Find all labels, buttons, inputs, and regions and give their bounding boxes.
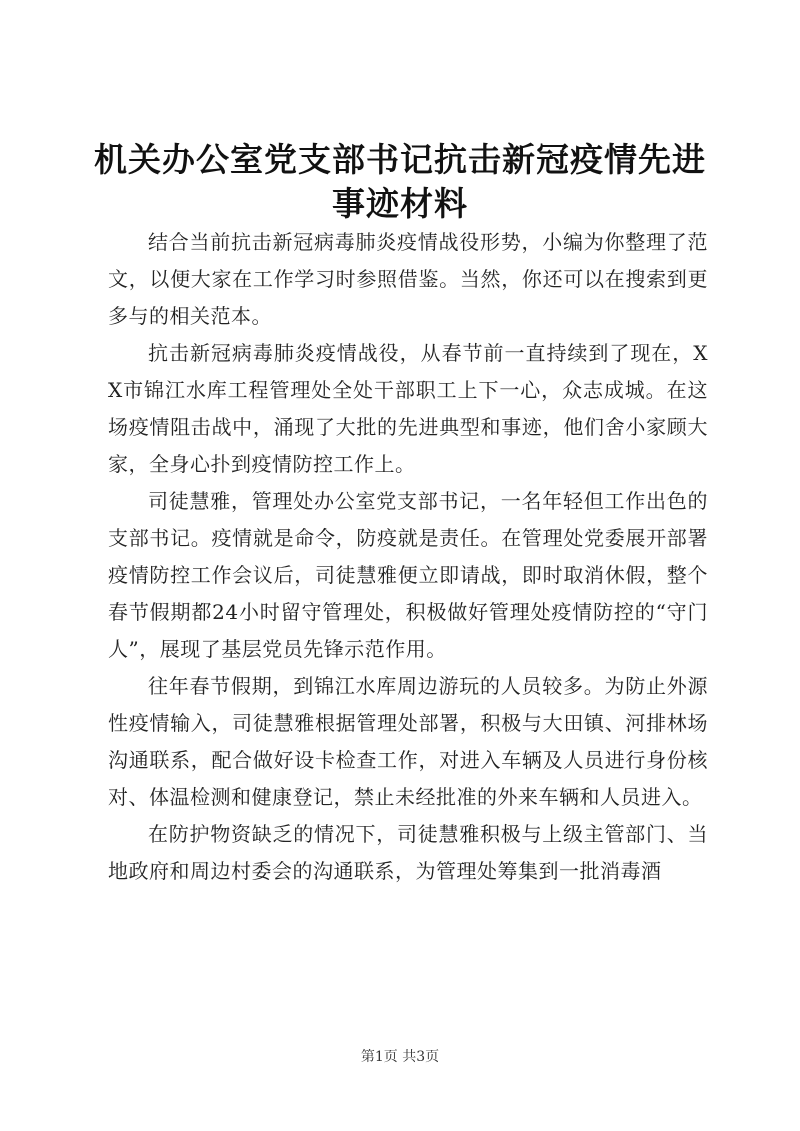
document-title: 机关办公室党支部书记抗击新冠疫情先进事迹材料 bbox=[94, 140, 706, 223]
paragraph: 司徒慧雅，管理处办公室党支部书记，一名年轻但工作出色的支部书记。疫情就是命令，防疫就是责任。在管理处党委展开部署疫情防控工作会议后，司徒慧雅便立即请战，即时取消休假，整个春节假期都24小时留守管理处，积极做好管理处疫情防控的“守门人”，展现了基层党员先锋示范作用。 bbox=[108, 489, 708, 661]
document-body bbox=[108, 224, 708, 890]
paragraph: 往年春节假期，到锦江水库周边游玩的人员较多。为防止外源性疫情输入，司徒慧雅根据管理处部署，积极与大田镇、河排林场沟通联系，配合做好设卡检查工作，对进入车辆及人员进行身份核对、体温检测和健康登记，禁止未经批准的外来车辆和人员进入。 bbox=[108, 674, 708, 809]
paragraph: 在防护物资缺乏的情况下，司徒慧雅积极与上级主管部门、当地政府和周边村委会的沟通联系，为管理处筹集到一批消毒酒 bbox=[108, 822, 708, 883]
paragraph: 抗击新冠病毒肺炎疫情战役，从春节前一直持续到了现在，XX市锦江水库工程管理处全处干部职工上下一心，众志成城。在这场疫情阻击战中，涌现了大批的先进典型和事迹，他们舍小家顾大家，全身心扑到疫情防控工作上。 bbox=[108, 341, 708, 476]
page-footer: 第1页 共3页 bbox=[360, 1049, 440, 1065]
paragraph: 结合当前抗击新冠病毒肺炎疫情战役形势，小编为你整理了范文，以便大家在工作学习时参照借鉴。当然，你还可以在搜索到更多与的相关范本。 bbox=[108, 230, 708, 328]
